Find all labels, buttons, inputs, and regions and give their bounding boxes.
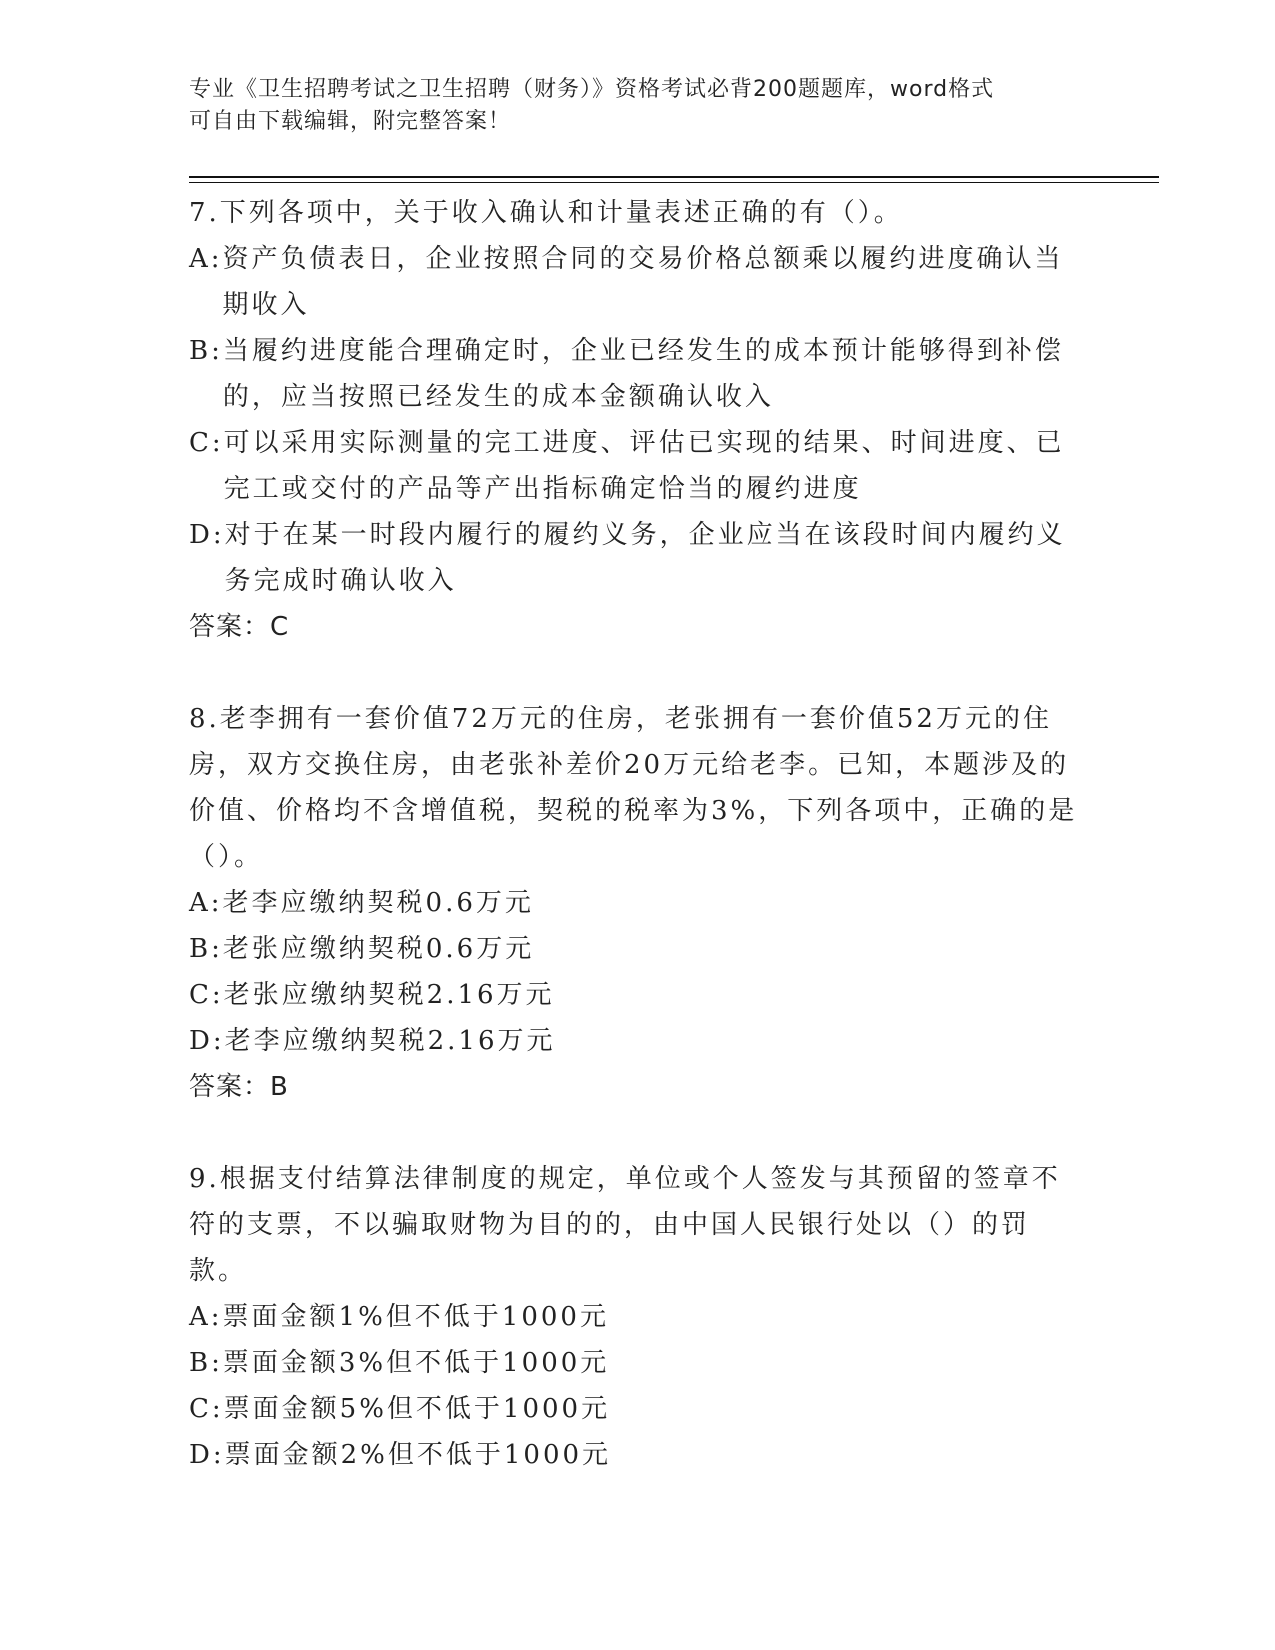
option-text: 票面金额5%但不低于1000元	[223, 1394, 611, 1424]
option-a	[189, 236, 1079, 328]
option-d	[189, 1018, 1079, 1064]
option-text: 老张应缴纳契税0.6万元	[222, 934, 535, 964]
question-spacer	[189, 650, 1079, 696]
question-8	[189, 696, 1079, 1110]
option-a	[189, 1294, 1079, 1340]
option-text: 老李应缴纳契税0.6万元	[222, 888, 534, 918]
option-b	[189, 926, 1079, 972]
question-9	[189, 1156, 1079, 1478]
option-key: A:	[189, 888, 223, 918]
option-text: 老李应缴纳契税2.16万元	[224, 1026, 556, 1056]
option-b	[189, 328, 1079, 420]
question-stem: 8.老李拥有一套价值72万元的住房，老张拥有一套价值52万元的住房，双方交换住房，由老张补差价20万元给老李。已知，本题涉及的价值、价格均不含增值税，契税的税率为3%，下列各项中，正确的是（）。	[189, 704, 1078, 872]
option-d	[189, 1432, 1079, 1478]
option-d	[189, 512, 1079, 604]
option-key: D:	[189, 1440, 225, 1470]
option-key: C:	[189, 980, 224, 1010]
header-divider-thick	[189, 176, 1159, 178]
question-list	[189, 190, 1079, 1478]
option-key: B:	[189, 1348, 223, 1378]
header-divider-thin	[189, 182, 1159, 183]
question-stem: 7.下列各项中，关于收入确认和计量表述正确的有（）。	[189, 198, 903, 228]
option-text: 票面金额2%但不低于1000元	[224, 1440, 612, 1470]
document-header	[189, 74, 1069, 138]
option-key: B:	[189, 934, 223, 964]
option-key: C:	[189, 1394, 224, 1424]
option-text: 对于在某一时段内履行的履约义务，企业应当在该段时间内履约义务完成时确认收入	[224, 520, 1066, 596]
option-c	[189, 972, 1079, 1018]
question-stem: 9.根据支付结算法律制度的规定，单位或个人签发与其预留的签章不符的支票，不以骗取财物为目的的，由中国人民银行处以（）的罚款。	[189, 1164, 1061, 1286]
answer-line: 答案：C	[189, 612, 290, 642]
option-text: 票面金额3%但不低于1000元	[222, 1348, 610, 1378]
option-key: B:	[189, 336, 223, 366]
header-line-2: 可自由下载编辑，附完整答案！	[189, 109, 512, 134]
option-key: D:	[189, 520, 225, 550]
option-a	[189, 880, 1079, 926]
header-line-1: 专业《卫生招聘考试之卫生招聘（财务）》资格考试必背200题题库，word格式	[189, 77, 995, 102]
option-c	[189, 420, 1079, 512]
option-text: 资产负债表日，企业按照合同的交易价格总额乘以履约进度确认当期收入	[222, 244, 1064, 320]
question-7	[189, 190, 1079, 650]
option-text: 可以采用实际测量的完工进度、评估已实现的结果、时间进度、已完工或交付的产品等产出指标确定恰当的履约进度	[223, 428, 1065, 504]
option-key: A:	[189, 1302, 223, 1332]
option-c	[189, 1386, 1079, 1432]
option-key: D:	[189, 1026, 225, 1056]
option-key: A:	[189, 244, 223, 274]
option-text: 当履约进度能合理确定时，企业已经发生的成本预计能够得到补偿的，应当按照已经发生的成本金额确认收入	[222, 336, 1064, 412]
option-b	[189, 1340, 1079, 1386]
option-text: 老张应缴纳契税2.16万元	[223, 980, 555, 1010]
question-spacer	[189, 1110, 1079, 1156]
answer-line: 答案：B	[189, 1072, 289, 1102]
option-key: C:	[189, 428, 224, 458]
option-text: 票面金额1%但不低于1000元	[222, 1302, 609, 1332]
